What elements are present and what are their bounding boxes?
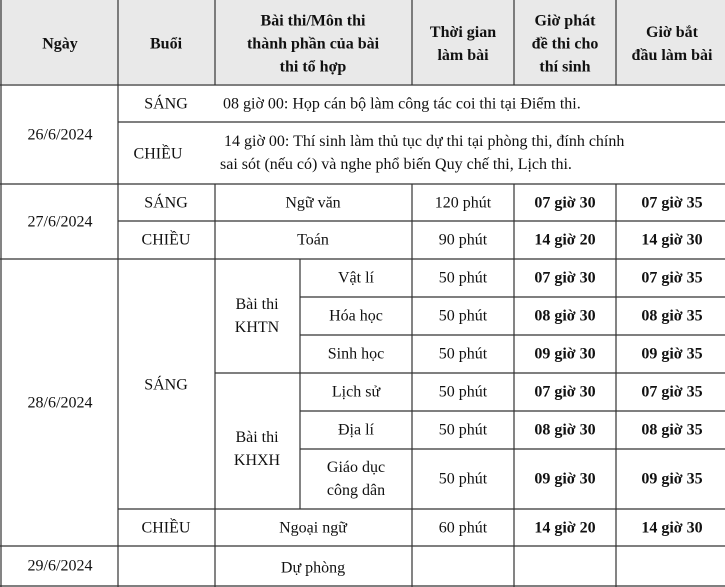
- duration-literature: 120 phút: [434, 194, 492, 212]
- header-start-time: Giờ bắt đầu làm bài: [631, 24, 713, 64]
- dispatch-physics: 07 giờ 30: [534, 269, 596, 287]
- header-dispatch-time: Giờ phát đề thi cho thí sinh: [531, 12, 599, 76]
- session-day2-afternoon: CHIỀU: [141, 231, 191, 249]
- session-day1-afternoon: CHIỀU: [133, 145, 183, 163]
- start-chemistry: 08 giờ 35: [641, 307, 703, 325]
- subject-math: Toán: [297, 231, 329, 249]
- duration-chemistry: 50 phút: [438, 307, 488, 325]
- duration-biology: 50 phút: [438, 345, 488, 363]
- date-day1: 26/6/2024: [27, 126, 93, 144]
- note-day1-morning: 08 giờ 00: Họp cán bộ làm công tác coi thi tại Điểm thi.: [223, 95, 581, 113]
- duration-physics: 50 phút: [438, 269, 488, 287]
- start-math: 14 giờ 30: [641, 231, 703, 249]
- reserve-note: Dự phòng: [280, 559, 346, 577]
- session-day3-morning: SÁNG: [144, 376, 188, 394]
- subject-geography: Địa lí: [338, 421, 374, 439]
- header-session: Buổi: [149, 35, 183, 53]
- group-khtn: Bài thi KHTN: [234, 296, 280, 336]
- subject-chemistry: Hóa học: [329, 307, 383, 325]
- dispatch-history: 07 giờ 30: [534, 383, 596, 401]
- duration-civics: 50 phút: [438, 470, 488, 488]
- dispatch-biology: 09 giờ 30: [534, 345, 596, 363]
- start-physics: 07 giờ 35: [641, 269, 703, 287]
- dispatch-chemistry: 08 giờ 30: [534, 307, 596, 325]
- date-day2: 27/6/2024: [27, 213, 93, 231]
- start-civics: 09 giờ 35: [641, 470, 703, 488]
- session-day3-afternoon: CHIỀU: [141, 519, 191, 537]
- date-day4: 29/6/2024: [27, 557, 93, 575]
- dispatch-foreign-language: 14 giờ 20: [534, 519, 596, 537]
- start-literature: 07 giờ 35: [641, 194, 703, 212]
- subject-foreign-language: Ngoại ngữ: [279, 519, 347, 537]
- subject-biology: Sinh học: [327, 345, 385, 363]
- duration-math: 90 phút: [438, 231, 488, 249]
- dispatch-geography: 08 giờ 30: [534, 421, 596, 439]
- note-day1-afternoon: 14 giờ 00: Thí sinh làm thủ tục dự thi tại phòng thi, đính chính sai sót (nếu có) và nghe phổ biến Quy chế thi, Lịch thi.: [220, 133, 625, 173]
- group-khxh: Bài thi KHXH: [233, 429, 281, 469]
- dispatch-civics: 09 giờ 30: [534, 470, 596, 488]
- duration-history: 50 phút: [438, 383, 488, 401]
- start-history: 07 giờ 35: [641, 383, 703, 401]
- start-geography: 08 giờ 35: [641, 421, 703, 439]
- duration-foreign-language: 60 phút: [438, 519, 488, 537]
- start-foreign-language: 14 giờ 30: [641, 519, 703, 537]
- dispatch-literature: 07 giờ 30: [534, 194, 596, 212]
- subject-physics: Vật lí: [338, 269, 374, 287]
- subject-civics: Giáo dục công dân: [326, 459, 386, 499]
- subject-literature: Ngữ văn: [285, 194, 341, 212]
- session-day2-morning: SÁNG: [144, 194, 188, 212]
- duration-geography: 50 phút: [438, 421, 488, 439]
- dispatch-math: 14 giờ 20: [534, 231, 596, 249]
- start-biology: 09 giờ 35: [641, 345, 703, 363]
- subject-history: Lịch sử: [331, 383, 381, 401]
- header-subject: Bài thi/Môn thi thành phần của bài thi tổ hợp: [246, 12, 380, 76]
- header-duration: Thời gian làm bài: [429, 24, 497, 64]
- session-day1-morning: SÁNG: [144, 95, 188, 113]
- header-date: Ngày: [42, 35, 78, 53]
- date-day3: 28/6/2024: [27, 394, 93, 412]
